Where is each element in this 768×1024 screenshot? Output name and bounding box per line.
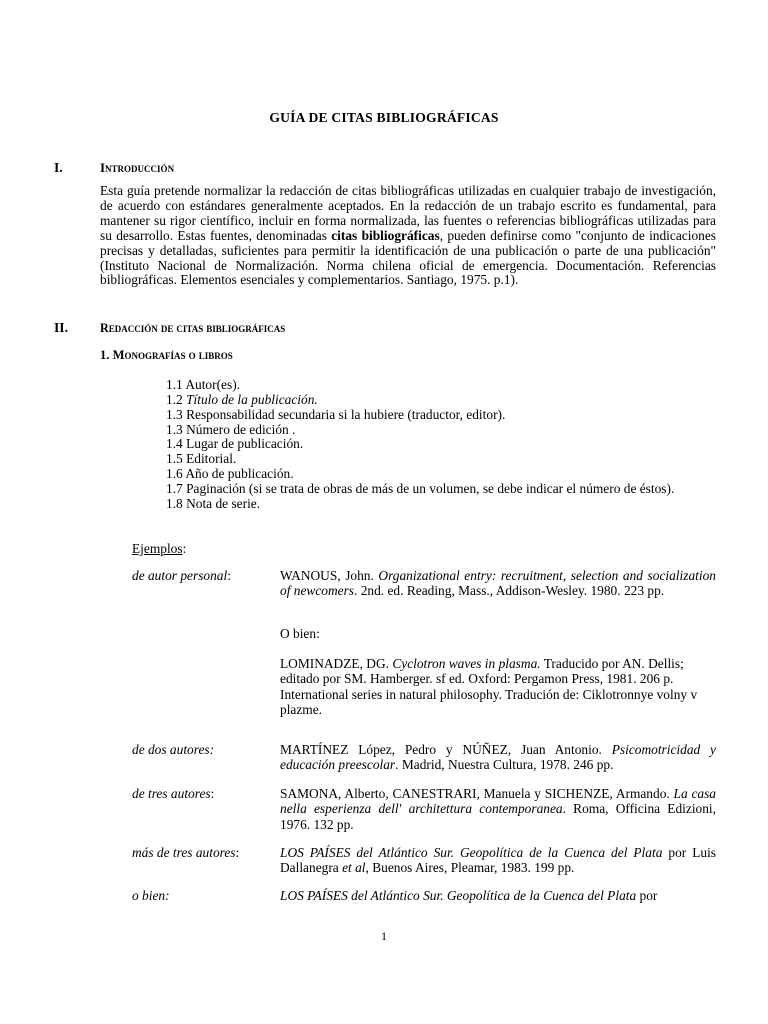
reference-title-part: del Atlántico Sur.	[350, 845, 460, 860]
examples-colon: :	[182, 541, 187, 556]
intro-bold-term: citas bibliográficas	[331, 227, 440, 243]
example-label-mas-de-tres	[132, 845, 239, 861]
reference-title: La casa nella esperienza dell' architettura contemporanea	[280, 786, 716, 817]
reference-wanous	[280, 568, 716, 599]
reference-author: MARTÍNEZ López, Pedro y NÚÑEZ, Juan Antonio.	[280, 742, 612, 757]
intro-text-2: , pueden definirse como "conjunto de indicaciones precisas y detalladas, suficientes para permitir la identificación de una publicación o parte de una publicación" (Instituto Nacional de Normalización. Norma chilena oficial de emergencia. Documentación. Referencias bibliográficas. Elementos esenciales y complementarios. Santiago, 1975. p.1).	[100, 227, 716, 288]
example-label-o-bien: o bien:	[132, 888, 170, 903]
list-item: 1.8 Nota de serie.	[166, 495, 261, 511]
o-bien-text: O bien:	[280, 626, 320, 641]
reference-details: Traducido por AN. Dellis; editado por SM. Hamberger. sf ed. Oxford: Pergamon Press, 1981. 206 p. International series in natural philosophy. Tradución de: Ciklotronnye volny v plazme.	[280, 656, 698, 718]
reference-author: LOMINADZE, DG.	[280, 656, 393, 671]
example-label-text: más de tres autores	[132, 845, 236, 860]
reference-title: Psicomotricidad y educación preescolar	[280, 742, 716, 773]
list-item-italic-text: Título de la publicación.	[186, 391, 318, 407]
reference-details: por Luis Dallanegra	[280, 845, 716, 876]
intro-paragraph	[100, 184, 716, 288]
list-item-number: 1.2	[166, 391, 187, 407]
reference-details: . Roma, Officina Edizioni, 1976. 132 pp.	[280, 801, 717, 832]
example-label-colon: :	[235, 845, 240, 860]
reference-samona	[280, 786, 716, 832]
reference-details: por	[636, 888, 658, 903]
examples-heading	[132, 541, 186, 557]
reference-author: WANOUS, John.	[280, 568, 379, 583]
section-heading-introduccion: Introducción	[100, 160, 175, 175]
list-item: 1.6 Año de publicación.	[166, 466, 294, 482]
list-item: 1.1 Autor(es).	[166, 377, 241, 392]
elements-list	[166, 378, 716, 512]
reference-details: , Buenos Aires, Pleamar, 1983. 199 pp.	[365, 860, 575, 876]
reference-title: Cyclotron waves in plasma.	[392, 656, 541, 671]
list-item: 1.5 Editorial.	[166, 451, 237, 467]
list-item: 1.3 Responsabilidad secundaria si la hubiere (traductor, editor).	[166, 406, 506, 422]
reference-title-part: LOS PAÍSES	[280, 845, 351, 860]
example-label-colon: :	[227, 568, 231, 583]
reference-title-part: Geopolítica de la Cuenca del Plata	[460, 845, 663, 860]
reference-title-part: del Atlántico Sur.	[347, 888, 447, 903]
list-item	[166, 393, 716, 408]
reference-author: SAMONA, Alberto, CANESTRARI, Manuela y SICHENZE, Armando.	[280, 786, 674, 801]
section-heading-redaccion: Redacción de citas bibliográficas	[100, 321, 286, 335]
section-number-2: II.	[54, 320, 68, 335]
reference-lominadze	[280, 656, 716, 718]
reference-details: . 2nd. ed. Reading, Mass., Addison-Wesley. 1980. 223 pp.	[354, 583, 665, 599]
example-label-text: de tres autores	[132, 786, 211, 801]
reference-et-al: et al	[342, 860, 366, 876]
list-item: 1.4 Lugar de publicación.	[166, 436, 304, 452]
reference-title: Organizational entry: recruitment, selection and socialization of newcomers	[280, 568, 716, 599]
example-label-tres-autores	[132, 786, 214, 802]
intro-text-1: Esta guía pretende normalizar la redacción de citas bibliográficas utilizadas en cualquier trabajo de investigación, de acuerdo con estándares generalmente aceptados. En la redacción de un trabajo escrito es fundamental, para mantener su rigor científico, incluir en forma normalizada, las fuentes o referencias bibliográficas utilizadas para su desarrollo. Estas fuentes, denominadas	[100, 183, 716, 243]
list-item: 1.3 Número de edición .	[166, 421, 296, 437]
example-label-autor-personal	[132, 568, 231, 584]
section-number-1: I.	[54, 160, 63, 175]
reference-los-paises-alt	[280, 888, 716, 903]
example-label-text: de autor personal	[132, 568, 228, 583]
reference-martinez	[280, 742, 716, 773]
example-label-dos-autores: de dos autores:	[132, 742, 215, 757]
document-title: GUÍA DE CITAS BIBLIOGRÁFICAS	[269, 110, 499, 125]
page-number: 1	[381, 929, 387, 943]
subsection-heading-monografias: 1. Monografías o libros	[100, 348, 233, 362]
examples-label: Ejemplos	[132, 541, 183, 556]
reference-title-part: Geopolítica de la Cuenca del Plata	[446, 888, 637, 903]
reference-details: . Madrid, Nuestra Cultura, 1978. 246 pp.	[395, 757, 614, 773]
example-label-colon: :	[210, 786, 215, 801]
list-item: 1.7 Paginación (si se trata de obras de más de un volumen, se debe indicar el número de éstos).	[166, 480, 675, 496]
reference-los-paises	[280, 845, 716, 876]
reference-title-part: LOS PAÍSES	[280, 888, 348, 903]
